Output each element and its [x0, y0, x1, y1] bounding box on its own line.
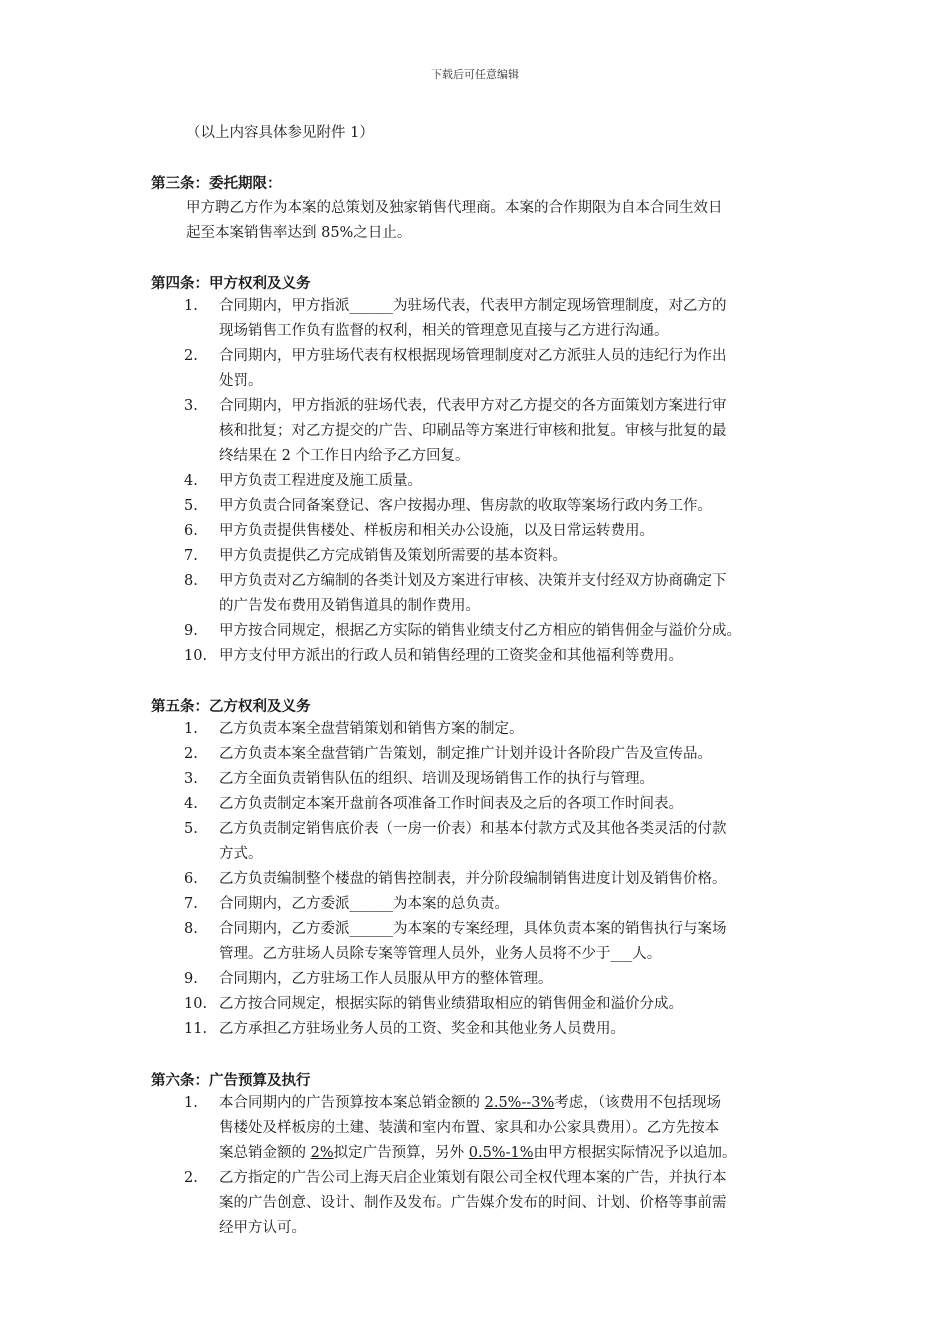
item-line: 现场销售工作负有监督的权利，相关的管理意见直接与乙方进行沟通。	[219, 323, 669, 339]
item-number: 1.	[184, 1095, 198, 1111]
item-number: 3.	[184, 771, 198, 787]
section-3-line: 起至本案销售率达到 85%之日止。	[186, 225, 412, 241]
list-item	[151, 294, 831, 344]
list-item	[151, 767, 831, 792]
item-line: 合同期内，乙方驻场工作人员服从甲方的整体管理。	[219, 971, 553, 987]
text-run: 拟定广告预算，另外	[333, 1145, 469, 1161]
item-line: 乙方负责本案全盘营销策划和销售方案的制定。	[219, 721, 524, 737]
budget-extra-value: 0.5%-1%	[468, 1145, 534, 1161]
item-number: 1.	[184, 298, 198, 314]
section-3-paragraph	[186, 196, 826, 246]
list-item	[151, 917, 831, 967]
item-line	[219, 1091, 831, 1116]
text-run: 由甲方根据实际情况予以追加。	[533, 1145, 737, 1161]
item-line: 甲方负责工程进度及施工质量。	[219, 473, 422, 489]
section-6-list	[151, 1091, 831, 1241]
section-6-title: 第六条：广告预算及执行	[151, 1072, 311, 1089]
item-line: 乙方负责制定本案开盘前各项准备工作时间表及之后的各项工作时间表。	[219, 796, 683, 812]
list-item	[151, 519, 831, 544]
list-item	[151, 619, 831, 644]
budget-base-value: 2%	[310, 1145, 334, 1161]
item-number: 7.	[184, 896, 198, 912]
section-5-title: 第五条：乙方权利及义务	[151, 698, 311, 715]
list-item	[151, 742, 831, 767]
text-run: 本合同期内的广告预算按本案总销金额的	[219, 1095, 485, 1111]
list-item	[151, 792, 831, 817]
item-line: 乙方按合同规定，根据实际的销售业绩猎取相应的销售佣金和溢价分成。	[219, 996, 683, 1012]
list-item	[151, 1017, 831, 1042]
section-4-list	[151, 294, 831, 669]
item-line: 合同期内，乙方委派______为本案的专案经理，具体负责本案的销售执行与案场	[219, 921, 727, 937]
list-item	[151, 717, 831, 742]
item-number: 5.	[184, 498, 198, 514]
section-4-title: 第四条：甲方权利及义务	[151, 275, 311, 292]
item-line: 合同期内，乙方委派______为本案的总负责。	[219, 896, 509, 912]
item-number: 9.	[184, 623, 198, 639]
section-5-list	[151, 717, 831, 1042]
item-number: 5.	[184, 821, 198, 837]
item-number: 6.	[184, 523, 198, 539]
item-line: 合同期内，甲方指派______为驻场代表，代表甲方制定现场管理制度，对乙方的	[219, 298, 727, 314]
item-line: 终结果在 2 个工作日内给予乙方回复。	[219, 448, 470, 464]
item-line: 核和批复；对乙方提交的广告、印刷品等方案进行审核和批复。审核与批复的最	[219, 423, 727, 439]
item-number: 6.	[184, 871, 198, 887]
list-item	[151, 544, 831, 569]
list-item	[151, 992, 831, 1017]
item-line: 处罚。	[219, 373, 263, 389]
item-line: 乙方指定的广告公司上海天启企业策划有限公司全权代理本案的广告，并执行本	[219, 1170, 727, 1186]
list-item	[151, 1166, 831, 1241]
item-line: 乙方负责制定销售底价表（一房一价表）和基本付款方式及其他各类灵活的付款	[219, 821, 727, 837]
item-number: 10.	[184, 648, 208, 664]
list-item	[151, 569, 831, 619]
item-line: 售楼处及样板房的土建、装潢和室内布置、家具和办公家具费用）。乙方先按本	[219, 1120, 720, 1136]
item-line: 甲方按合同规定，根据乙方实际的销售业绩支付乙方相应的销售佣金与溢价分成。	[219, 623, 741, 639]
list-item	[151, 494, 831, 519]
item-number: 1.	[184, 721, 198, 737]
item-line: 乙方负责编制整个楼盘的销售控制表，并分阶段编制销售进度计划及销售价格。	[219, 871, 727, 887]
item-line: 甲方负责对乙方编制的各类计划及方案进行审核、决策并支付经双方协商确定下	[219, 573, 727, 589]
item-line: 乙方负责本案全盘营销广告策划，制定推广计划并设计各阶段广告及宣传品。	[219, 746, 712, 762]
section-3-line: 甲方聘乙方作为本案的总策划及独家销售代理商。本案的合作期限为自本合同生效日	[186, 200, 723, 216]
list-item	[151, 817, 831, 867]
list-item	[151, 469, 831, 494]
text-run: 考虑，（该费用不包括现场	[554, 1095, 721, 1111]
item-line	[219, 1141, 831, 1166]
item-number: 10.	[184, 996, 208, 1012]
item-line: 甲方负责提供售楼处、样板房和相关办公设施，以及日常运转费用。	[219, 523, 654, 539]
section-3-title: 第三条：委托期限：	[151, 175, 282, 192]
item-number: 11.	[184, 1021, 208, 1037]
item-line: 合同期内，甲方指派的驻场代表，代表甲方对乙方提交的各方面策划方案进行审	[219, 398, 727, 414]
appendix-reference-note: （以上内容具体参见附件 1）	[186, 125, 374, 141]
item-line: 合同期内，甲方驻场代表有权根据现场管理制度对乙方派驻人员的违纪行为作出	[219, 348, 727, 364]
item-number: 4.	[184, 796, 198, 812]
item-line: 甲方负责合同备案登记、客户按揭办理、售房款的收取等案场行政内务工作。	[219, 498, 712, 514]
item-line: 乙方全面负责销售队伍的组织、培训及现场销售工作的执行与管理。	[219, 771, 654, 787]
budget-range-value: 2.5%--3%	[484, 1095, 555, 1111]
item-number: 3.	[184, 398, 198, 414]
item-line: 乙方承担乙方驻场业务人员的工资、奖金和其他业务人员费用。	[219, 1021, 625, 1037]
list-item	[151, 394, 831, 469]
list-item	[151, 1091, 831, 1166]
item-number: 2.	[184, 348, 198, 364]
item-line: 甲方支付甲方派出的行政人员和销售经理的工资奖金和其他福利等费用。	[219, 648, 683, 664]
item-number: 2.	[184, 1170, 198, 1186]
item-number: 9.	[184, 971, 198, 987]
list-item	[151, 892, 831, 917]
list-item	[151, 344, 831, 394]
item-line: 经甲方认可。	[219, 1220, 306, 1236]
item-number: 8.	[184, 573, 198, 589]
item-line: 案的广告创意、设计、制作及发布。广告媒介发布的时间、计划、价格等事前需	[219, 1195, 727, 1211]
header-note: 下载后可任意编辑	[431, 68, 519, 81]
list-item	[151, 644, 831, 669]
item-number: 4.	[184, 473, 198, 489]
item-number: 8.	[184, 921, 198, 937]
item-number: 7.	[184, 548, 198, 564]
item-line: 管理。乙方驻场人员除专案等管理人员外，业务人员将不少于___人。	[219, 946, 662, 962]
item-line: 方式。	[219, 846, 263, 862]
list-item	[151, 967, 831, 992]
list-item	[151, 867, 831, 892]
item-line: 甲方负责提供乙方完成销售及策划所需要的基本资料。	[219, 548, 567, 564]
text-run: 案总销金额的	[219, 1145, 311, 1161]
item-line: 的广告发布费用及销售道具的制作费用。	[219, 598, 480, 614]
item-number: 2.	[184, 746, 198, 762]
